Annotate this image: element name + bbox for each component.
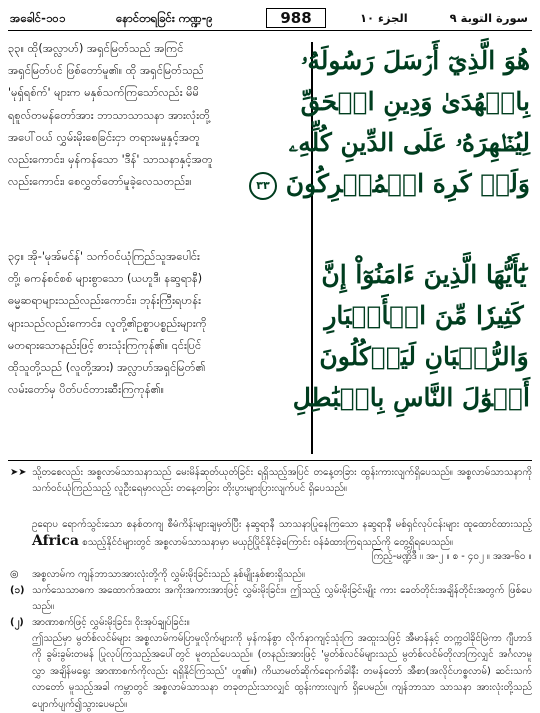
- footnote-text-a: ဥရောပ ရောက်သွင်းသော စနစ်တကျ စီမံကိန်းများချမှတ်ပြီး နဆ္ဒရာနီ သာသနာပြုနေကြသော နဆ္ဒရာနီ မစ်ရှင်လုပ်ငန်းများ ထူထောင်ထားသည့်: [32, 519, 532, 530]
- arabic-line: كَثِيرٗا مِّنَ الۡأَحۡبَارِ: [324, 301, 524, 330]
- footnote-4: [8, 583, 532, 616]
- footnote-3: [8, 567, 532, 583]
- footnote-marker: ◎: [10, 569, 19, 580]
- footnote-text-b: စသည့်နိုင်ငံများတွင် အစ္စလာမ်သာသနာမှာ မယှဉ်ပြိုင်နိုင်ခဲ့ကြောင်း ဝန်ခံထားကြရသည်ကို တွေ့ရှိရပေသည်။: [82, 537, 453, 549]
- footnote-text: သက်သေသာဓက အထောက်အထား အကိုးအကားအားဖြင့် လွှမ်းမိုးခြင်း။ ဤသည့် လွှမ်းမိုးခြင်းမျိုး ကား ခေတ်တိုင်းအချိန်တိုင်းအတွက် ဖြစ်ပေသည်။: [32, 585, 532, 613]
- reference-label: ကြည့်-မဏ္ဍိဒီ: [372, 551, 417, 562]
- arabic-line-with-mark: [256, 163, 530, 204]
- verse-line: တို့၊ ဓကန်စင်စစ် များစွာသော (ယဟူဒီ၊ နဆ္ဒရာနီ): [8, 272, 203, 286]
- arabic-verse-34: [292, 254, 530, 418]
- africa-word: Africa: [32, 533, 79, 550]
- arabic-verse-33: [256, 40, 530, 204]
- verse-line: ဓမ္မဆရာများသည်လည်းကောင်း၊ ဘုန်းကြီးရဟန်း: [8, 294, 201, 308]
- verse-line: 'မုရှ်ရစ်က်' များက မနှစ်သက်ကြသော်လည်း မိမိ: [8, 86, 199, 100]
- footnote-2: [8, 517, 532, 552]
- footnote-text: သို့တစေလည်း အစ္စလာမ်သာသနာသည် မေးမိန်ဆုတ်ယုတ်ခြင်း ရရှိသည့်အပြင် တနေ့တခြား ထွန်းကားလျက်ရှိပေသည်။ အစ္စလာမ်သာသနာကို သက်ဝင်ယုံကြည်သည့် လူဦးရေမှာလည်း တနေ့တခြား တိုးပွားများပြားလျက်ပင် ရှိပေသည်။: [32, 467, 532, 495]
- verse-line: မတရားသောနည်းဖြင့် စားသုံးကြကုန်၏။ ၎င်းပြင်: [8, 338, 202, 352]
- arabic-line: أَمۡوَٰلَ النَّاسِ بِالۡبَٰطِلِ: [292, 383, 530, 412]
- verse-line: အပေါ်ဝယ် လွှမ်းမိုးစေခြင်းငှာ တရားမမှုနှင့်အတူ: [8, 130, 201, 144]
- footnote-marker: (၁): [10, 585, 25, 596]
- verse-line: ၃၃။ ထို(အလ္လာဟ်) အရှင်မြတ်သည် အကြင်: [8, 42, 184, 55]
- arabic-line: هُوَ الَّذِيٓ أَرۡسَلَ رَسُولَهُۥ: [301, 46, 530, 75]
- verse-line: များသည်လည်းကောင်း၊ လူတို့၏ဥစ္စာပစ္စည်းများကို: [8, 316, 207, 330]
- ayah-number-mark: ٣٣: [249, 172, 277, 200]
- reference-text: [372, 549, 532, 565]
- footnote-1: [8, 465, 532, 498]
- arabic-line: لِيُظۡهِرَهُۥ عَلَى الدِّينِ كُلِّهِۦ: [288, 128, 530, 157]
- arabic-line: وَالرُّهۡبَانِ لَيَأۡكُلُونَ: [319, 342, 529, 371]
- header-chapter-title: နောင်တရခြင်း ကဏ္ဍ-၉: [116, 11, 213, 25]
- footnote-6: [8, 631, 532, 713]
- page-number: 988: [266, 8, 326, 28]
- header-section-label: အခေါင်-၁၀၁: [10, 11, 66, 25]
- verse-columns: [8, 38, 532, 458]
- arabic-line: وَلَوۡ كَرِهَ الۡمُشۡرِكُونَ: [285, 169, 530, 198]
- footnote-text: အာဏာစက်ဖြင့် လွှမ်းမိုးခြင်း၊ ဝိုးအုပ်ချုပ်ခြင်း။: [32, 617, 190, 628]
- footnotes: [8, 460, 532, 710]
- verse-line: ၃၄။ အို-'မုအ်မင်န်' သက်ဝင်ယုံကြည်သူအပေါင်း: [8, 250, 200, 263]
- verse-line: ရစူလ်တမန်တော်အား ဘာသာသာသနာ အားလုံးတို့: [8, 108, 211, 122]
- translation-verse-34: [8, 246, 306, 401]
- verse-line: ထိုသူတို့သည် (လူတို့အား) အလ္လာဟ်အရှင်မြတ်၏: [8, 361, 206, 375]
- verse-line: လည်းကောင်း၊ စေလွှတ်တော်မူခဲ့လေသတည်း။: [8, 175, 192, 189]
- verse-line: အရှင်မြတ်ပင် ဖြစ်တော်မူ၏။ ထို အရှင်မြတ်သည်: [8, 64, 204, 78]
- arabic-line: يَٰٓأَيُّهَا الَّذِينَ ءَامَنُوٓاْ إِنَّ: [321, 260, 527, 289]
- footnote-marker: (၂): [10, 617, 24, 628]
- footnote-marker: ➤➤: [10, 467, 27, 478]
- arabic-line: بِالۡهُدَىٰ وَدِينِ الۡحَقِّ: [300, 87, 530, 116]
- page-header: [8, 8, 532, 31]
- footnote-5: [8, 615, 532, 631]
- footnote-text: [32, 517, 532, 552]
- verse-line: လည်းကောင်း၊ မှန်ကန်သော 'ဒီန်' သာသနာနှင့်အတူ: [8, 153, 213, 167]
- footnote-text: အစ္စလာမ်က ကျန်ဘာသာအားလုံးတို့ကို လွှမ်းမိုးခြင်းသည် နှစ်မျိုးနှစ်စားရှိသည်။: [32, 569, 305, 580]
- quran-page: [8, 8, 532, 710]
- verse-line: လမ်းတော်မှ ပိတ်ပင်တားဆီးကြကုန်၏။: [8, 383, 164, 397]
- reference-value: ။ အ-၂ ။ စ - ၄၀၂ ။ အအ-၆၀ ။: [419, 551, 532, 562]
- header-juz: الجزء ١٠: [360, 11, 408, 25]
- header-surah: سورة التوبة ٩: [449, 11, 528, 25]
- footnote-text: ဤသည်မှာ မွတ်စ်လင်မ်များ အစ္စလာမ်ကမ်ပြာမှုလိုက်များကို မှန်ကန်စွာ လိုက်နာကျင့်သုံးကြ အထူးသဖြင့် အီမာန်နှင့် တက္ကဝါခိုင်မြဲကာ ဂျီဟာဒ်ကို ခွမ်းခွမ်းတမန် ပြုလုပ်ကြသည့်အပေါ်တွင် မူတည်ပေသည်။ (တနည်းအားဖြင့် 'မွတ်စ်လင်မ်များသည် မွတ်စ်လင်မ်တိုလာကြလျှင် အင်္ဂလာမူလွှာ အချိန်မရွေး အာဏာစက်ကိုလည်း ရရှိနိုင်ကြသည်' ဟူ၏။) ကိယာမတ်ဆိုက်ရောက်ခါနီး တမန်တော် အီစာ(အလိုင်ဟစ္စလာမ်) ဆင်းသက်လာတော် မူသည့်အခါ ကမ္ဘာတွင် အစ္စလာမ်သာသနာ တခုတည်းသာလျှင် ထွန်းကားလျက် ရှိပေမည်။ ကျန်ဘာသာ သာသနာ အားလုံးတို့သည် ပျောက်ပျက်၍သွားပေမည်။: [32, 633, 532, 710]
